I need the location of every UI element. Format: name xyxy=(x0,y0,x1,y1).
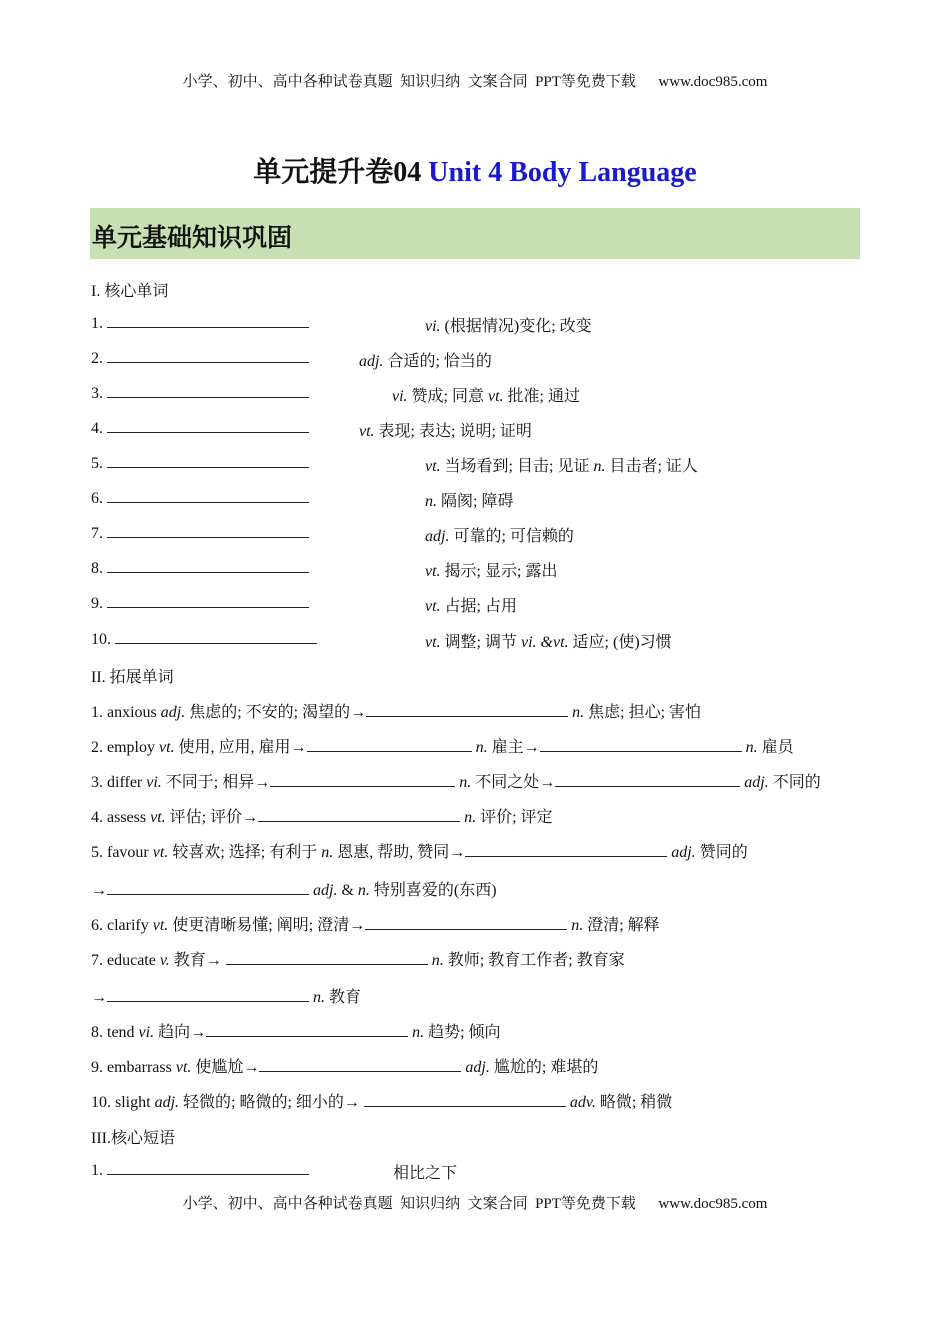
ext-word-7: 7. educate v. 教育→ n. 教师; 教育工作者; 教育家 xyxy=(91,952,625,969)
core-word-7: 7. xyxy=(91,523,309,543)
core-word-8: 8. xyxy=(91,558,309,578)
ext-word-8: 8. tend vi. 趋向→ n. 趋势; 倾向 xyxy=(91,1024,501,1041)
core-word-3: 3. xyxy=(91,383,309,403)
ext-word-5b: → adj. & n. 特别喜爱的(东西) xyxy=(91,882,497,899)
ext-word-2: 2. employ vt. 使用, 应用, 雇用→ n. 雇主→ n. 雇员 xyxy=(91,739,794,756)
answer-blank[interactable] xyxy=(107,880,309,895)
answer-blank[interactable] xyxy=(226,950,428,965)
answer-blank[interactable] xyxy=(107,558,309,573)
core-word-8-def: vt. 揭示; 显示; 露出 xyxy=(425,563,558,580)
core-phrase-1-def: 相比之下 xyxy=(393,1165,458,1182)
page-header: 小学、初中、高中各种试卷真题 知识归纳 文案合同 PPT等免费下载 www.doc985.com xyxy=(182,74,768,90)
ext-word-5: 5. favour vt. 较喜欢; 选择; 有利于 n. 恩惠, 帮助, 赞同→ adj. 赞同的 xyxy=(91,844,748,861)
ext-word-7b: → n. 教育 xyxy=(91,989,362,1006)
answer-blank[interactable] xyxy=(107,593,309,608)
answer-blank[interactable] xyxy=(107,418,309,433)
section-band xyxy=(90,208,860,259)
answer-blank[interactable] xyxy=(465,842,667,857)
core-word-5-def: vt. 当场看到; 目击; 见证 n. 目击者; 证人 xyxy=(425,458,698,475)
core-word-2-def: adj. 合适的; 恰当的 xyxy=(359,353,492,370)
answer-blank[interactable] xyxy=(259,1057,461,1072)
ext-word-10: 10. slight adj. 轻微的; 略微的; 细小的→ adv. 略微; 稍微 xyxy=(91,1094,673,1111)
page-title xyxy=(0,150,950,190)
core-word-7-def: adj. 可靠的; 可信赖的 xyxy=(425,528,574,545)
core-word-4: 4. xyxy=(91,418,309,438)
ext-word-6: 6. clarify vt. 使更清晰易懂; 阐明; 澄清→ n. 澄清; 解释 xyxy=(91,917,660,934)
title-cn: 单元提升卷04 xyxy=(253,157,429,188)
core-word-2: 2. xyxy=(91,348,309,368)
answer-blank[interactable] xyxy=(107,488,309,503)
answer-blank[interactable] xyxy=(540,737,742,752)
answer-blank[interactable] xyxy=(107,987,309,1002)
core-word-6-def: n. 隔阂; 障碍 xyxy=(425,493,514,510)
answer-blank[interactable] xyxy=(107,1160,309,1175)
core-word-5: 5. xyxy=(91,453,309,473)
answer-blank[interactable] xyxy=(366,702,568,717)
answer-blank[interactable] xyxy=(365,915,567,930)
core-phrase-1: 1. xyxy=(91,1160,309,1180)
answer-blank[interactable] xyxy=(107,453,309,468)
core-word-10-def: vt. 调整; 调节 vi. &vt. 适应; (使)习惯 xyxy=(425,634,672,651)
core-word-9-def: vt. 占据; 占用 xyxy=(425,598,517,615)
core-word-1: 1. xyxy=(91,313,309,333)
section2-heading: II. 拓展单词 xyxy=(91,669,174,686)
answer-blank[interactable] xyxy=(307,737,472,752)
answer-blank[interactable] xyxy=(206,1022,408,1037)
core-word-6: 6. xyxy=(91,488,309,508)
core-word-1-def: vi. (根据情况)变化; 改变 xyxy=(425,318,592,335)
answer-blank[interactable] xyxy=(555,772,740,787)
ext-word-4: 4. assess vt. 评估; 评价→ n. 评价; 评定 xyxy=(91,809,553,826)
title-en: Unit 4 Body Language xyxy=(428,157,697,188)
section-band-label: 单元基础知识巩固 xyxy=(92,223,293,252)
core-word-10: 10. xyxy=(91,629,317,649)
answer-blank[interactable] xyxy=(107,313,309,328)
answer-blank[interactable] xyxy=(258,807,460,822)
core-word-9: 9. xyxy=(91,593,309,613)
answer-blank[interactable] xyxy=(107,383,309,398)
answer-blank[interactable] xyxy=(115,629,317,644)
ext-word-1: 1. anxious adj. 焦虑的; 不安的; 渴望的→ n. 焦虑; 担心; 害怕 xyxy=(91,704,702,721)
answer-blank[interactable] xyxy=(107,523,309,538)
ext-word-9: 9. embarrass vt. 使尴尬→ adj. 尴尬的; 难堪的 xyxy=(91,1059,599,1076)
answer-blank[interactable] xyxy=(270,772,455,787)
section3-heading: III.核心短语 xyxy=(91,1130,175,1147)
answer-blank[interactable] xyxy=(364,1092,566,1107)
core-word-4-def: vt. 表现; 表达; 说明; 证明 xyxy=(359,423,532,440)
answer-blank[interactable] xyxy=(107,348,309,363)
ext-word-3: 3. differ vi. 不同于; 相异→ n. 不同之处→ adj. 不同的 xyxy=(91,774,821,791)
section1-heading: I. 核心单词 xyxy=(91,283,169,300)
page-footer: 小学、初中、高中各种试卷真题 知识归纳 文案合同 PPT等免费下载 www.doc985.com xyxy=(182,1196,768,1212)
core-word-3-def: vi. 赞成; 同意 vt. 批准; 通过 xyxy=(392,388,580,405)
